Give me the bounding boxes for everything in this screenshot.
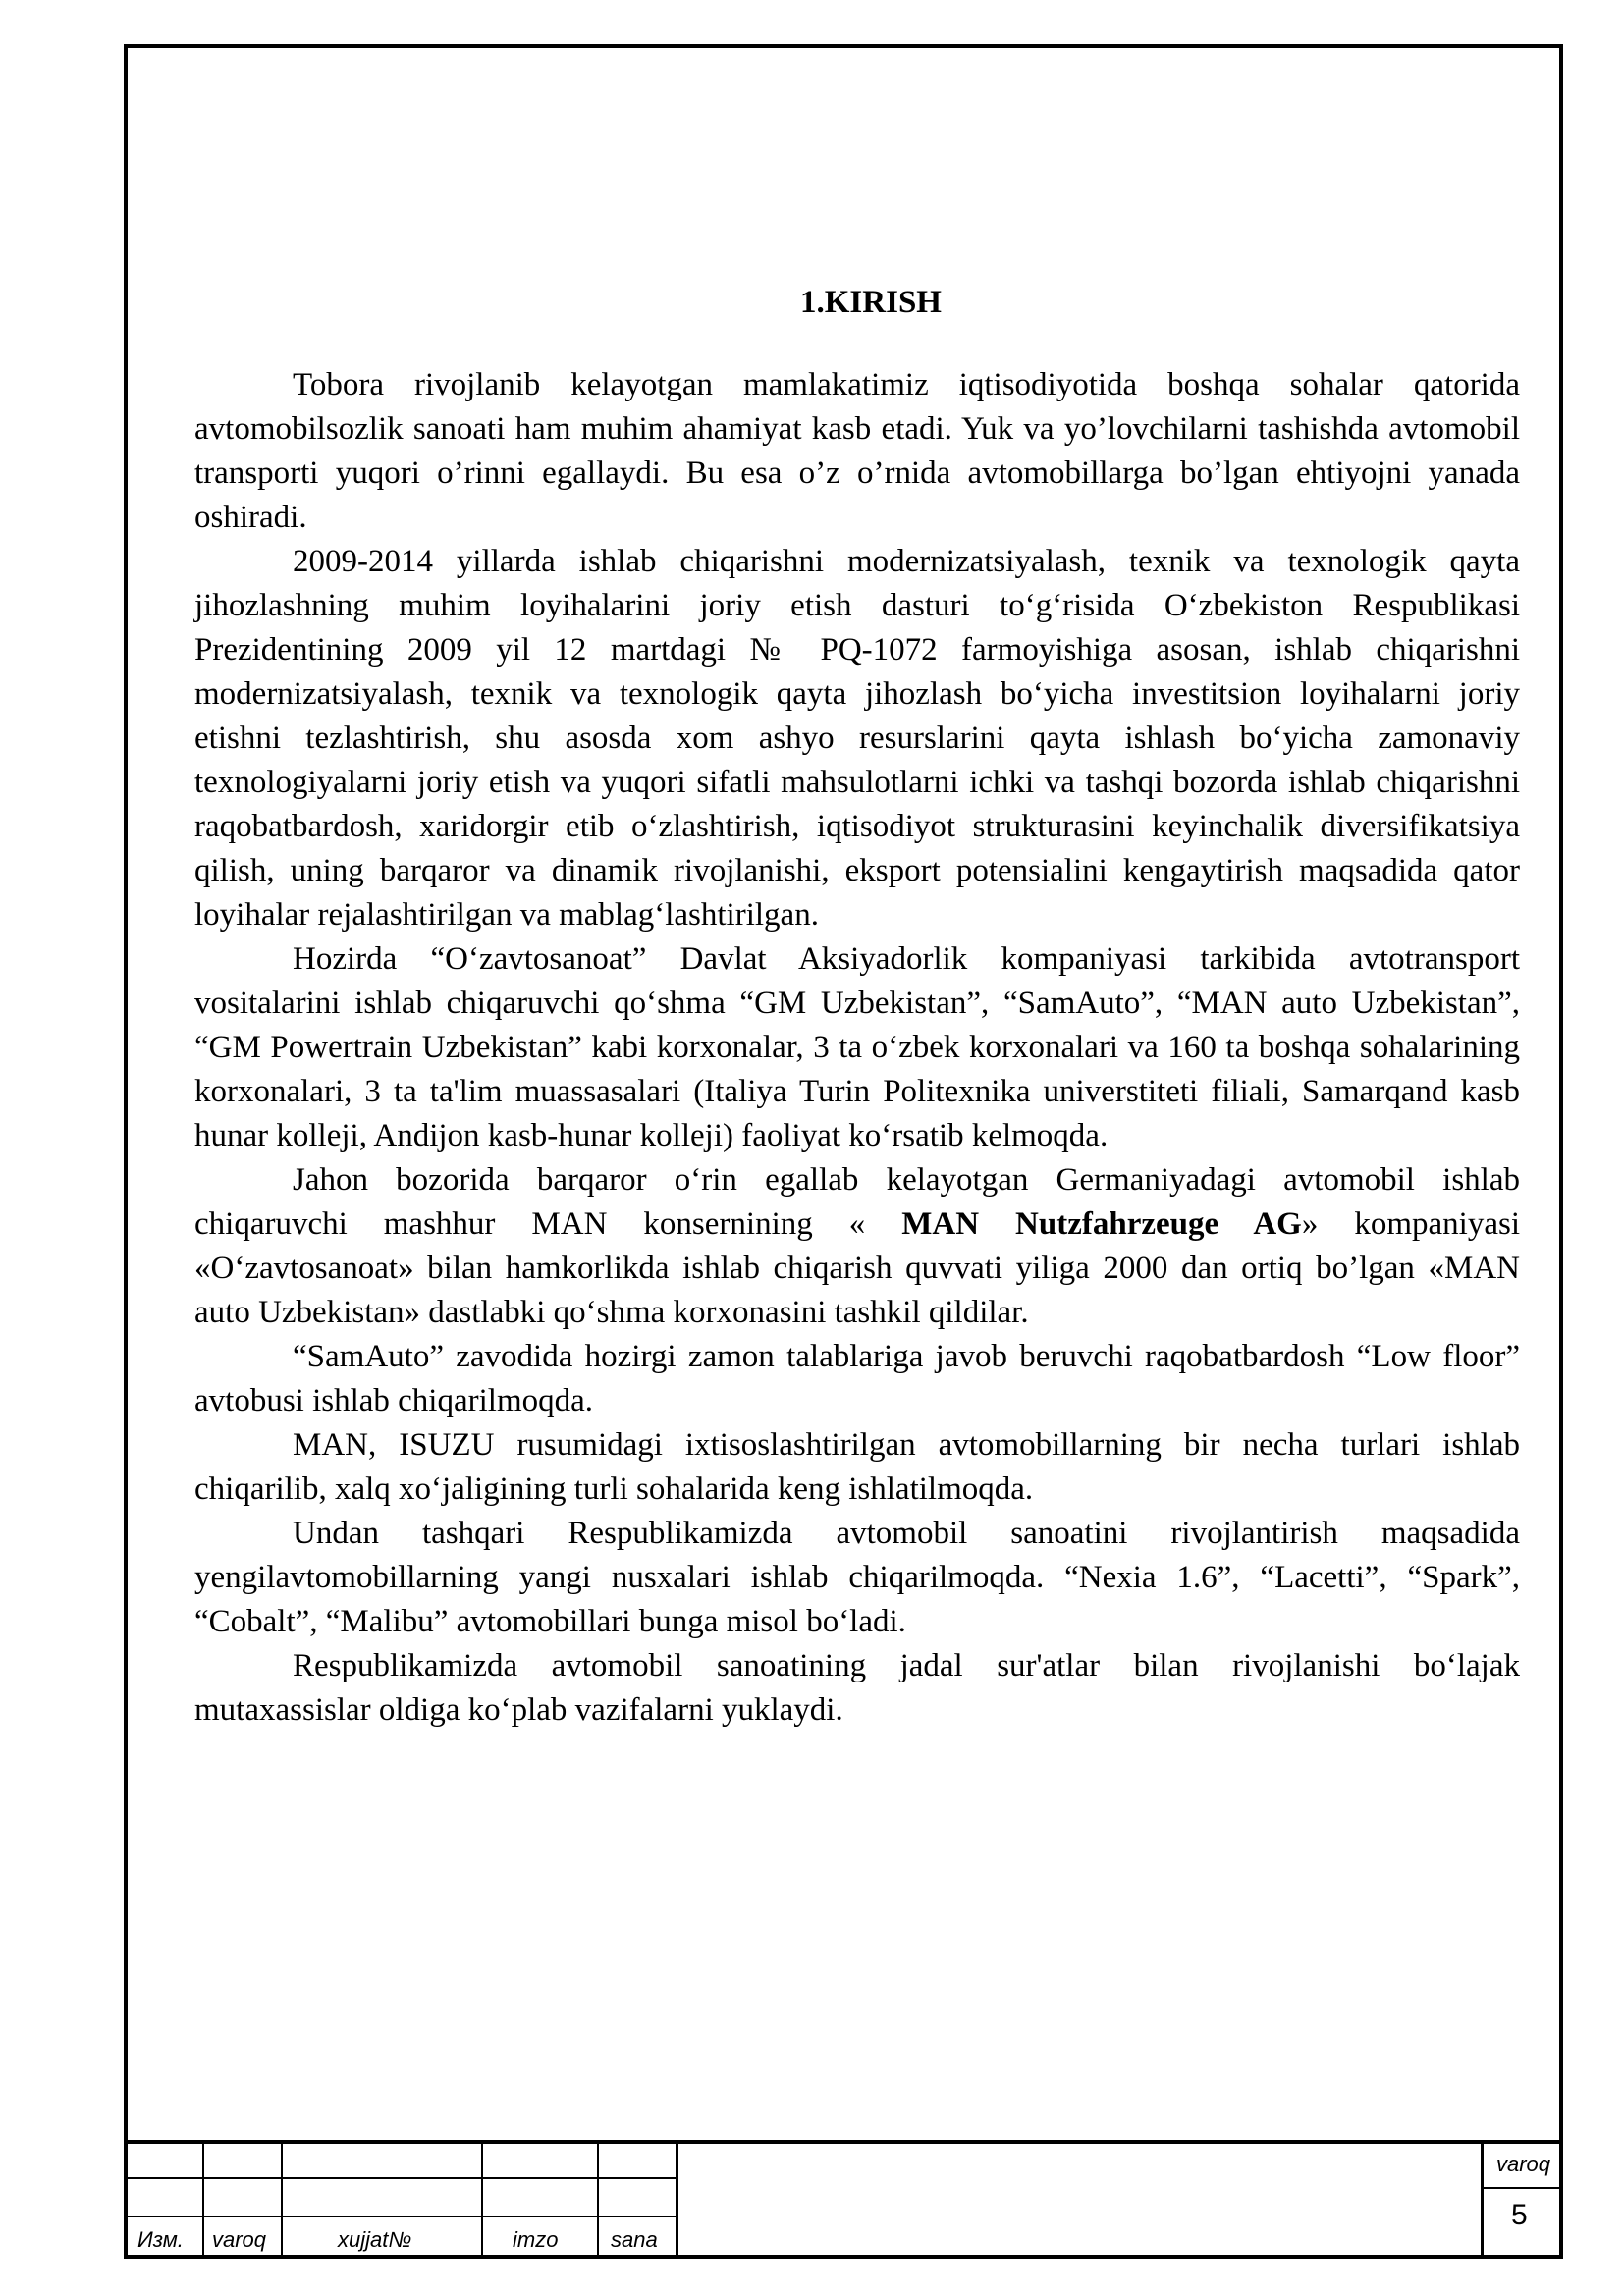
- stamp-sheet-label: varoq: [1496, 2152, 1551, 2176]
- paragraph-1: Tobora rivojlanib kelayotgan mamlakatimiz iqtisodiyotida boshqa sohalar qatorida avtomobilsozlik sanoati ham muhim ahamiyat kasb etadi. Yuk va yo’lovchilarni tashishda avtomobil transporti yuqori o’rinni egallaydi. Bu esa o’z o’rnida avtomobillarga bo’lgan ehtiyojni yanada oshiradi.: [194, 367, 1520, 535]
- stamp-row-line-1: [124, 2177, 677, 2179]
- stamp-sana-label: sana: [611, 2227, 658, 2252]
- paragraph-4-text-end: » kompaniyasi «O‘zavtosanoat» bilan hamkorlikda ishlab chiqarish quvvati yiliga 2000 dan ortiq bo’lgan «MAN auto Uzbekistan» dastlabki qo‘shma korxonasini tashkil qildilar.: [194, 1206, 1520, 1330]
- stamp-col-line-4: [597, 2140, 599, 2259]
- stamp-col-line-5: [676, 2140, 678, 2259]
- title-block-stamp: [124, 2140, 1563, 2259]
- paragraph-3: Hozirda “O‘zavtosanoat” Davlat Aksiyadorlik kompaniyasi tarkibida avtotransport vositalarini ishlab chiqaruvchi qo‘shma “GM Uzbekistan”, “SamAuto”, “MAN auto Uzbekistan”, “GM Powertrain Uzbekistan” kabi korxonalar, 3 ta o‘zbek korxonalari va 160 ta boshqa sohalarining korxonalari, 3 ta ta'lim muassasalari (Italiya Turin Politexnika universtiteti filiali, Samarqand kasb hunar kolleji, Andijon kasb-hunar kolleji) faoliyat ko‘rsatib kelmoqda.: [194, 941, 1520, 1153]
- stamp-col-line-6: [1481, 2140, 1484, 2259]
- paragraph-4: [194, 1158, 1520, 1335]
- paragraph-4-text-start: Jahon bozorida barqaror o‘rin egallab kelayotgan Germaniyadagi avtomobil ishlab chiqaruvchi mashhur MAN konsernining «: [194, 1162, 1520, 1242]
- paragraph-5: “SamAuto” zavodida hozirgi zamon talablariga javob beruvchi raqobatbardosh “Low floor” avtobusi ishlab chiqarilmoqda.: [194, 1339, 1520, 1418]
- stamp-col-line-2: [281, 2140, 283, 2259]
- paragraph-7: Undan tashqari Respublikamizda avtomobil sanoatini rivojlantirish maqsadida yengilavtomobillarning yangi nusxalari ishlab chiqarilmoqda. “Nexia 1.6”, “Lacetti”, “Spark”, “Cobalt”, “Malibu” avtomobillari bunga misol bo‘ladi.: [194, 1516, 1520, 1639]
- stamp-xujjat-label: xujjat№: [338, 2227, 412, 2252]
- stamp-row-line-2: [124, 2216, 677, 2217]
- section-title: 1.KIRISH: [800, 285, 942, 320]
- stamp-top-border: [124, 2140, 1563, 2144]
- paragraph-2: 2009-2014 yillarda ishlab chiqarishni modernizatsiyalash, texnik va texnologik qayta jihozlashning muhim loyihalarini joriy etish dasturi to‘g‘risida O‘zbekiston Respublikasi Prezidentining 2009 yil 12 martdagi № PQ-1072 farmoyishiga asosan, ishlab chiqarishni modernizatsiyalash, texnik va texnologik qayta jihozlash bo‘yicha investitsion loyihalarni joriy etishni tezlashtirish, shu asosda xom ashyo resurslarini qayta ishlash bo‘yicha zamonaviy texnologiyalarni joriy etish va yuqori sifatli mahsulotlarni ichki va tashqi bozorda ishlab chiqarishni raqobatbardosh, xaridorgir etib o‘zlashtirish, iqtisodiyot strukturasini keyinchalik diversifikatsiya qilish, uning barqaror va dinamik rivojlanishi, eksport potensialini kengaytirish maqsadida qator loyihalar rejalashtirilgan va mablag‘lashtirilgan.: [194, 544, 1520, 933]
- page-number: 5: [1511, 2199, 1528, 2231]
- stamp-col-line-1: [202, 2140, 204, 2259]
- stamp-izm-label: Изм.: [137, 2227, 184, 2252]
- document-body: [194, 363, 1520, 1733]
- paragraph-6: MAN, ISUZU rusumidagi ixtisoslashtirilgan avtomobillarning bir necha turlari ishlab chiqarilib, xalq xo‘jaligining turli sohalarida keng ishlatilmoqda.: [194, 1427, 1520, 1507]
- stamp-varoq-label: varoq: [212, 2227, 267, 2252]
- paragraph-8: Respublikamizda avtomobil sanoatining jadal sur'atlar bilan rivojlanishi bo‘lajak mutaxassislar oldiga ko‘plab vazifalarni yuklaydi.: [194, 1648, 1520, 1728]
- stamp-imzo-label: imzo: [513, 2227, 559, 2252]
- stamp-sheet-line: [1481, 2187, 1563, 2189]
- stamp-col-line-3: [481, 2140, 483, 2259]
- company-name-bold: MAN Nutzfahrzeuge AG: [901, 1206, 1302, 1242]
